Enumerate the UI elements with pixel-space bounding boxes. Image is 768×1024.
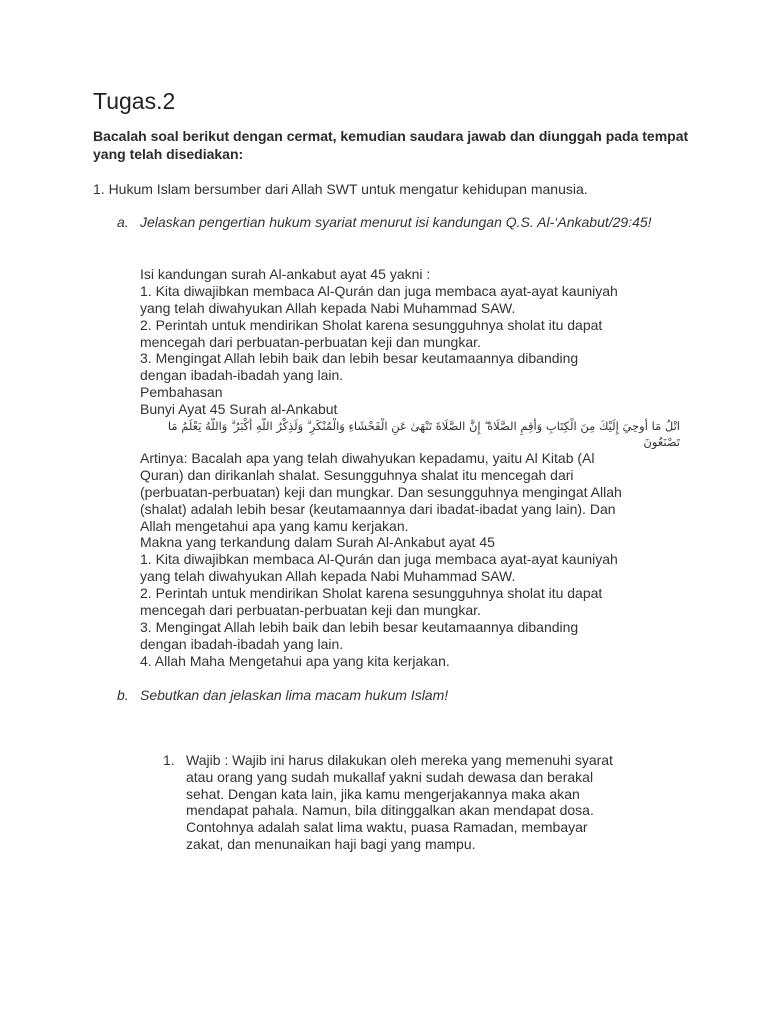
wajib-line: sehat. Dengan kata lain, jika kamu mengerjakannya maka akan xyxy=(186,785,580,802)
answer-a-line: (shalat) adalah lebih besar (keutamaannya dari ibadat-ibadat yang lain). Dan xyxy=(140,500,616,517)
makna-heading: Makna yang terkandung dalam Surah Al-Ankabut ayat 45 xyxy=(140,534,495,551)
sub-question-b-marker: b. xyxy=(117,687,129,703)
page-title: Tugas.2 xyxy=(93,88,176,114)
arabic-verse: اتْلُ مَا أُوحِيَ إِلَيْكَ مِنَ الْكِتَابِ وَأَقِمِ الصَّلَاةَ ۖ إِنَّ الصَّلَاةَ تَنْهَىٰ عَنِ الْفَحْشَاءِ وَالْمُنْكَرِ ۗ وَلَذِكْرُ اللَّهِ أَكْبَرُ ۗ وَاللَّهُ يَعْلَمُ مَا تَصْنَعُونَ xyxy=(167,419,680,450)
instruction-text: Bacalah soal berikut dengan cermat, kemudian saudara jawab dan diunggah pada tempat yang telah disediakan: xyxy=(93,128,689,162)
answer-a-line: Isi kandungan surah Al-ankabut ayat 45 yakni : xyxy=(140,266,431,282)
sub-question-a-marker: a. xyxy=(117,214,129,230)
answer-a-line: 4. Allah Maha Mengetahui apa yang kita kerjakan. xyxy=(140,652,450,669)
answer-a-line: mencegah dari perbuatan-perbuatan keji dan mungkar. xyxy=(140,333,481,350)
answer-a-line: dengan ibadah-ibadah yang lain. xyxy=(140,635,344,652)
pembahasan-heading: Pembahasan xyxy=(140,384,223,401)
question-1: 1. Hukum Islam bersumber dari Allah SWT untuk mengatur kehidupan manusia. xyxy=(93,181,588,197)
wajib-text xyxy=(186,752,686,853)
sub-question-b-text: Sebutkan dan jelaskan lima macam hukum Islam! xyxy=(140,687,449,703)
answer-a-line: 2. Perintah untuk mendirikan Sholat karena sesungguhnya sholat itu dapat xyxy=(140,585,603,602)
answer-a-line: dengan ibadah-ibadah yang lain. xyxy=(140,367,344,384)
answer-a-line: 1. Kita diwajibkan membaca Al-Qurán dan juga membaca ayat-ayat kauniyah xyxy=(140,551,618,568)
answer-a-line: 3. Mengingat Allah lebih baik dan lebih besar keutamaannya dibanding xyxy=(140,618,579,635)
answer-a-line: 2. Perintah untuk mendirikan Sholat karena sesungguhnya sholat itu dapat xyxy=(140,316,603,333)
answer-a-line: Allah mengetahui apa yang kamu kerjakan. xyxy=(140,517,409,534)
sub-question-a-text: Jelaskan pengertian hukum syariat menurut isi kandungan Q.S. Al-‘Ankabut/29:45! xyxy=(140,214,652,230)
verse-heading: Bunyi Ayat 45 Surah al-Ankabut xyxy=(140,401,338,418)
wajib-line: atau orang yang sudah mukallaf yakni sudah dewasa dan berakal xyxy=(186,768,594,785)
wajib-line: Wajib : Wajib ini harus dilakukan oleh mereka yang memenuhi syarat xyxy=(186,752,613,768)
answer-a-line: 3. Mengingat Allah lebih baik dan lebih besar keutamaannya dibanding xyxy=(140,350,579,367)
answer-a-line: mencegah dari perbuatan-perbuatan keji dan mungkar. xyxy=(140,602,481,619)
answer-a-line: yang telah diwahyukan Allah kepada Nabi Muhammad SAW. xyxy=(140,568,516,585)
answer-a-line: (perbuatan-perbuatan) keji dan mungkar. Dan sesungguhnya mengingat Allah xyxy=(140,483,622,500)
answer-a xyxy=(140,266,680,670)
wajib-line: zakat, dan menunaikan haji bagi yang mampu. xyxy=(186,835,476,852)
answer-a-line: yang telah diwahyukan Allah kepada Nabi Muhammad SAW. xyxy=(140,299,516,316)
wajib-line: mendapat pahala. Namun, bila ditinggalkan akan mendapat dosa. xyxy=(186,802,594,819)
wajib-line: Contohnya adalah salat lima waktu, puasa Ramadan, membayar xyxy=(186,819,588,836)
answer-a-line: Quran) dan dirikanlah shalat. Sesungguhnya shalat itu mencegah dari xyxy=(140,466,574,483)
answer-a-line: Artinya: Bacalah apa yang telah diwahyukan kepadamu, yaitu Al Kitab (Al xyxy=(140,450,595,467)
list-number: 1. xyxy=(163,752,175,768)
answer-a-line: 1. Kita diwajibkan membaca Al-Qurán dan juga membaca ayat-ayat kauniyah xyxy=(140,282,618,299)
